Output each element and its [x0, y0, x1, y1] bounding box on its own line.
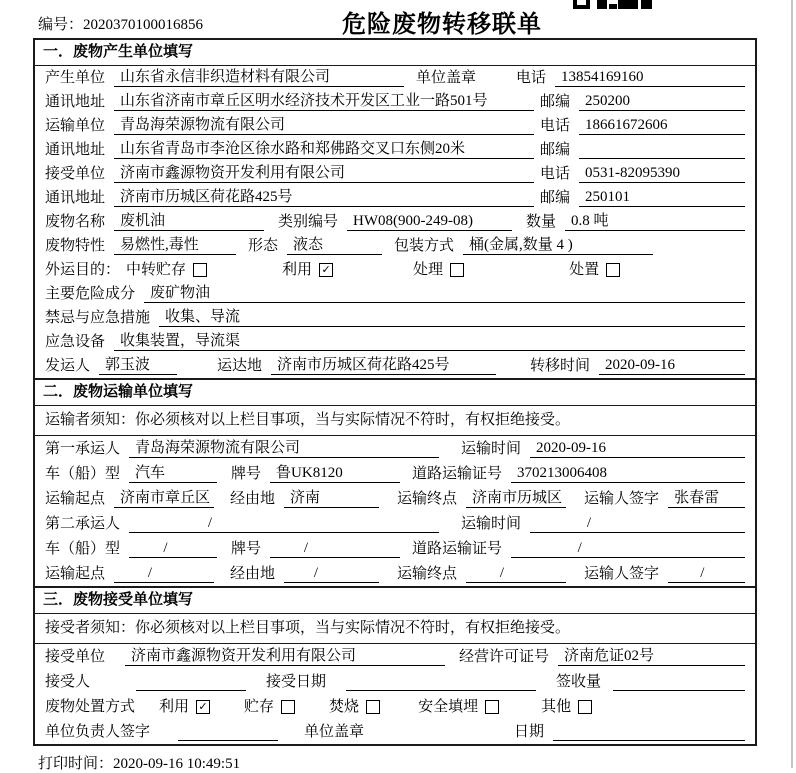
form-row	[35, 162, 755, 186]
qr-code-fragment	[573, 0, 652, 9]
field-value	[136, 674, 246, 691]
field-label: 经由地	[230, 566, 276, 582]
field-value: /	[511, 540, 745, 558]
section-notice: 接受者须知：你必须核对以上栏目事项，当与实际情况不符时，有权拒绝接受。	[35, 614, 755, 644]
form-row	[35, 258, 755, 282]
field-label: 车（船）型	[45, 541, 121, 557]
field-label: 数量	[526, 214, 557, 230]
field-value: 青岛海荣源物流有限公司	[129, 436, 439, 458]
form-field	[45, 137, 534, 159]
form-field	[304, 720, 364, 741]
form-row	[35, 694, 755, 719]
page-edge-line	[791, 0, 793, 768]
field-label: 单位盖章	[416, 70, 477, 86]
field-value: 济南危证02号	[558, 644, 745, 666]
checkbox-field	[244, 695, 295, 716]
form-row	[35, 644, 755, 669]
field-value	[613, 674, 745, 691]
form-row	[35, 282, 755, 306]
form-field	[530, 354, 745, 375]
field-label: 签收量	[556, 674, 602, 690]
field-value: 250200	[579, 93, 745, 111]
field-label: 道路运输证号	[412, 466, 503, 482]
field-value: 收集、导流	[159, 305, 745, 327]
field-value: /	[466, 565, 566, 583]
field-label: 车（船）型	[45, 466, 121, 482]
field-value: 废机油	[114, 209, 264, 231]
form-field	[45, 161, 534, 183]
form-field	[266, 670, 536, 691]
form-field	[278, 210, 512, 231]
form-row	[35, 511, 755, 536]
form-field	[412, 537, 745, 558]
field-value: 13854169160	[555, 69, 745, 87]
field-label: 通讯地址	[45, 94, 106, 110]
form-field	[45, 353, 177, 375]
field-label: 单位盖章	[304, 724, 365, 740]
qr-block	[609, 4, 617, 9]
form-row	[35, 138, 755, 162]
field-value: 济南市章丘区	[114, 486, 214, 508]
checkbox-unchecked	[606, 263, 620, 277]
field-value: 0.8 吨	[565, 209, 745, 231]
field-value: 370213006408	[511, 465, 745, 483]
form-row	[35, 561, 755, 586]
form-field	[526, 209, 745, 231]
form-field	[45, 65, 404, 87]
form-field	[461, 512, 745, 533]
field-label: 日期	[514, 724, 545, 740]
field-label: 接受日期	[266, 674, 327, 690]
checkbox-label: 中转贮存	[126, 262, 187, 278]
print-time	[38, 752, 796, 773]
field-value: 青岛海荣源物流有限公司	[114, 113, 534, 135]
field-value	[579, 142, 745, 159]
field-label: 第一承运人	[45, 441, 121, 457]
checkbox-field	[329, 695, 380, 716]
form-field	[217, 353, 496, 375]
field-label: 运输终点	[397, 491, 458, 507]
field-label: 主要危险成分	[45, 286, 136, 302]
form-field	[540, 162, 745, 183]
field-label: 转移时间	[530, 358, 591, 374]
field-value: 济南	[284, 486, 379, 508]
field-value	[346, 674, 536, 691]
form-field	[45, 258, 120, 279]
form-field	[45, 113, 534, 135]
form-field	[45, 329, 745, 351]
field-label: 运输起点	[45, 566, 106, 582]
form-field	[556, 670, 745, 691]
field-label: 邮编	[540, 190, 571, 206]
field-value: HW08(900-249-08)	[347, 213, 512, 231]
form-field	[45, 486, 214, 508]
form-field	[45, 670, 246, 691]
field-label: 废物名称	[45, 214, 106, 230]
checkbox-field	[282, 258, 333, 279]
field-value: 济南市鑫源物资开发利用有限公司	[114, 161, 534, 183]
checkbox-label: 焚烧	[329, 699, 360, 715]
form-field	[45, 436, 439, 458]
field-label: 邮编	[540, 142, 571, 158]
form-field	[45, 281, 745, 303]
field-value: 液态	[287, 233, 382, 255]
form-field	[461, 437, 745, 458]
field-label: 废物特性	[45, 238, 106, 254]
form-serial-number: 2020370100016856	[83, 17, 204, 33]
section-heading: 二．废物运输单位填写	[35, 380, 755, 406]
qr-block	[618, 0, 638, 9]
form-field	[231, 461, 400, 483]
form-field	[45, 512, 439, 533]
form-field	[45, 695, 135, 716]
form-field	[540, 114, 745, 135]
form-section	[35, 586, 755, 744]
qr-block	[597, 0, 607, 9]
form-field	[45, 185, 534, 207]
field-label: 运输终点	[397, 566, 458, 582]
checkbox-checked: ✓	[319, 263, 333, 277]
form-row	[35, 210, 755, 234]
checkbox-unchecked	[578, 700, 592, 714]
form-row	[35, 186, 755, 210]
form-row	[35, 90, 755, 114]
field-label: 应急设备	[45, 334, 106, 350]
field-label: 经营许可证号	[459, 649, 550, 665]
checkbox-unchecked	[193, 263, 207, 277]
form-field	[516, 66, 745, 87]
document-header	[0, 0, 796, 38]
form-row	[35, 669, 755, 694]
form-row	[35, 461, 755, 486]
checkbox-label: 处理	[413, 262, 444, 278]
checkbox-unchecked	[450, 263, 464, 277]
field-value: 济南市历城区	[466, 486, 566, 508]
field-value: 18661672606	[579, 117, 745, 135]
form-row	[35, 486, 755, 511]
field-label: 运输人签字	[584, 491, 660, 507]
field-label: 类别编号	[278, 214, 339, 230]
form-row	[35, 330, 755, 354]
checkbox-label: 安全填埋	[418, 699, 479, 715]
form-field	[584, 562, 745, 583]
field-value	[178, 724, 278, 741]
field-label: 包装方式	[394, 238, 455, 254]
field-value: 山东省青岛市李沧区徐水路和郑佛路交叉口东侧20米	[114, 137, 534, 159]
field-label: 接受单位	[45, 649, 106, 665]
checkbox-unchecked	[366, 700, 380, 714]
field-value: 废矿物油	[144, 281, 745, 303]
field-label: 接受人	[45, 674, 91, 690]
field-value: 0531-82095390	[579, 165, 745, 183]
field-value: 易燃性,毒性	[114, 233, 236, 255]
form-field	[45, 89, 534, 111]
form-field	[394, 233, 653, 255]
form-field	[45, 537, 217, 558]
form-field	[584, 486, 745, 508]
field-label: 牌号	[231, 466, 262, 482]
checkbox-field	[541, 695, 592, 716]
form-field	[459, 644, 745, 666]
field-value: 汽车	[129, 461, 217, 483]
field-value: 2020-09-16	[530, 440, 745, 458]
form-field	[45, 461, 217, 483]
field-label: 牌号	[231, 541, 262, 557]
checkbox-field	[413, 258, 464, 279]
field-value: /	[668, 565, 745, 583]
form-serial-label: 编号：	[38, 17, 84, 33]
field-label: 禁忌与应急措施	[45, 310, 151, 326]
checkbox-label: 贮存	[244, 699, 275, 715]
form-row	[35, 114, 755, 138]
form-field	[45, 720, 278, 741]
field-value: /	[270, 540, 400, 558]
field-value: /	[530, 515, 745, 533]
field-label: 单位负责人签字	[45, 724, 151, 740]
field-label: 运输单位	[45, 118, 106, 134]
field-value: 济南市鑫源物资开发利用有限公司	[125, 644, 445, 666]
field-label: 发运人	[45, 358, 91, 374]
checkbox-unchecked	[485, 700, 499, 714]
checkbox-field	[418, 695, 499, 716]
field-value: 山东省济南市章丘区明水经济技术开发区工业一路501号	[114, 89, 534, 111]
form-row	[35, 536, 755, 561]
section-notice: 运输者须知：你必须核对以上栏目事项，当与实际情况不符时，有权拒绝接受。	[35, 406, 755, 436]
field-label: 运输起点	[45, 491, 106, 507]
form-field	[45, 562, 214, 583]
field-label: 运达地	[217, 358, 263, 374]
form-table	[33, 38, 757, 746]
field-value: /	[284, 565, 379, 583]
form-field	[230, 486, 379, 508]
form-field	[230, 562, 379, 583]
form-field	[540, 186, 745, 207]
checkbox-label: 利用	[282, 262, 313, 278]
field-value	[553, 724, 745, 741]
field-value: 250101	[579, 189, 745, 207]
section-heading: 一．废物产生单位填写	[35, 40, 755, 66]
section-heading: 三．废物接受单位填写	[35, 588, 755, 614]
form-section	[35, 40, 755, 378]
field-label: 运输时间	[461, 516, 522, 532]
field-label: 废物处置方式	[45, 699, 136, 715]
form-field	[412, 462, 745, 483]
form-field	[514, 720, 745, 741]
field-label: 经由地	[230, 491, 276, 507]
qr-block	[573, 0, 590, 9]
field-value: /	[129, 515, 439, 533]
field-label: 运输人签字	[584, 566, 660, 582]
form-field	[397, 486, 566, 508]
form-row	[35, 436, 755, 461]
form-row	[35, 719, 755, 744]
form-field	[416, 66, 476, 87]
field-label: 电话	[516, 70, 547, 86]
field-value: 郭玉波	[99, 353, 177, 375]
checkbox-label: 利用	[159, 699, 190, 715]
checkbox-field	[159, 695, 210, 716]
checkbox-label: 其他	[541, 699, 572, 715]
form-row	[35, 306, 755, 330]
field-value: 2020-09-16	[599, 357, 745, 375]
field-label: 通讯地址	[45, 190, 106, 206]
checkbox-checked: ✓	[196, 700, 210, 714]
field-value: /	[129, 540, 217, 558]
field-label: 通讯地址	[45, 142, 106, 158]
form-row	[35, 234, 755, 258]
form-row	[35, 66, 755, 90]
field-value: 收集装置，导流渠	[114, 329, 745, 351]
field-label: 运输时间	[461, 441, 522, 457]
checkbox-field	[569, 258, 620, 279]
field-value: 张春雷	[668, 486, 745, 508]
form-field	[45, 233, 236, 255]
form-field	[231, 537, 400, 558]
field-value: 济南市历城区荷花路425号	[114, 185, 534, 207]
qr-block	[641, 0, 652, 9]
field-label: 邮编	[540, 94, 571, 110]
field-label: 电话	[540, 166, 571, 182]
field-label: 第二承运人	[45, 516, 121, 532]
form-field	[540, 138, 745, 159]
field-label: 道路运输证号	[412, 541, 503, 557]
field-value: 济南市历城区荷花路425号	[271, 353, 496, 375]
form-title: 危险废物转移联单	[342, 11, 542, 38]
form-field	[45, 644, 445, 666]
form-field	[397, 562, 566, 583]
print-time-value: 2020-09-16 10:49:51	[113, 756, 241, 772]
checkbox-field	[126, 258, 207, 279]
field-value: 山东省永信非织造材料有限公司	[114, 65, 404, 87]
checkbox-label: 处置	[569, 262, 600, 278]
form-field	[45, 305, 745, 327]
form-field	[248, 233, 382, 255]
field-value: /	[114, 565, 214, 583]
form-serial	[38, 13, 203, 34]
form-row	[35, 354, 755, 378]
checkbox-unchecked	[281, 700, 295, 714]
field-label: 产生单位	[45, 70, 106, 86]
field-label: 接受单位	[45, 166, 106, 182]
form-field	[540, 90, 745, 111]
field-label: 形态	[248, 238, 279, 254]
form-field	[45, 209, 264, 231]
field-value: 桶(金属,数量 4 )	[463, 233, 653, 255]
field-value: 鲁UK8120	[270, 461, 400, 483]
field-label: 外运目的：	[45, 262, 121, 278]
form-section	[35, 378, 755, 586]
print-time-label: 打印时间：	[38, 756, 114, 772]
field-label: 电话	[540, 118, 571, 134]
